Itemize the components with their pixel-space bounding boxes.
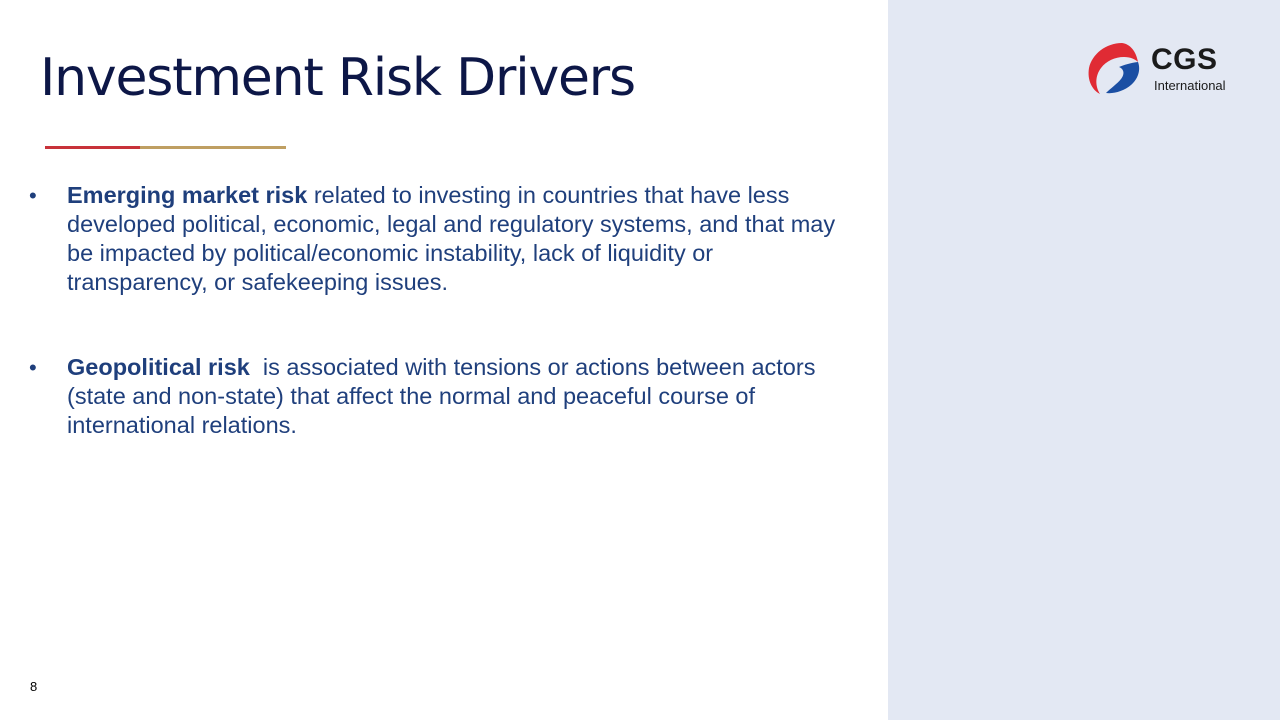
cgs-logo bbox=[1086, 40, 1236, 96]
risk-bullet-list bbox=[0, 181, 880, 440]
title-underline-gold-segment bbox=[140, 146, 286, 149]
bullet-term: Geopolitical risk bbox=[67, 354, 250, 380]
bullet-text: is associated with tensions or actions between actors (state and non-state) that affect the normal and peaceful course of international relations. bbox=[67, 354, 822, 438]
cgs-swirl-logo-icon bbox=[1086, 40, 1146, 96]
slide-title: Investment Risk Drivers bbox=[40, 48, 635, 108]
title-underline-red-segment bbox=[45, 146, 140, 149]
bullet-item-emerging-market-risk bbox=[0, 181, 857, 297]
bullet-dot-icon: • bbox=[29, 355, 37, 380]
bullet-dot-icon: • bbox=[29, 183, 37, 208]
title-underline bbox=[45, 146, 286, 149]
logo-subtitle: International bbox=[1154, 78, 1226, 93]
bullet-term: Emerging market risk bbox=[67, 182, 308, 208]
logo-name: CGS bbox=[1151, 43, 1218, 76]
bullet-item-geopolitical-risk bbox=[0, 353, 857, 440]
side-panel bbox=[888, 0, 1280, 720]
page-number: 8 bbox=[30, 679, 38, 694]
bullet-text: related to investing in countries that have less developed political, economic, legal and regulatory systems, and that may be impacted by political/economic instability, lack of liquidity or transparency, or safekeeping issues. bbox=[67, 182, 836, 295]
